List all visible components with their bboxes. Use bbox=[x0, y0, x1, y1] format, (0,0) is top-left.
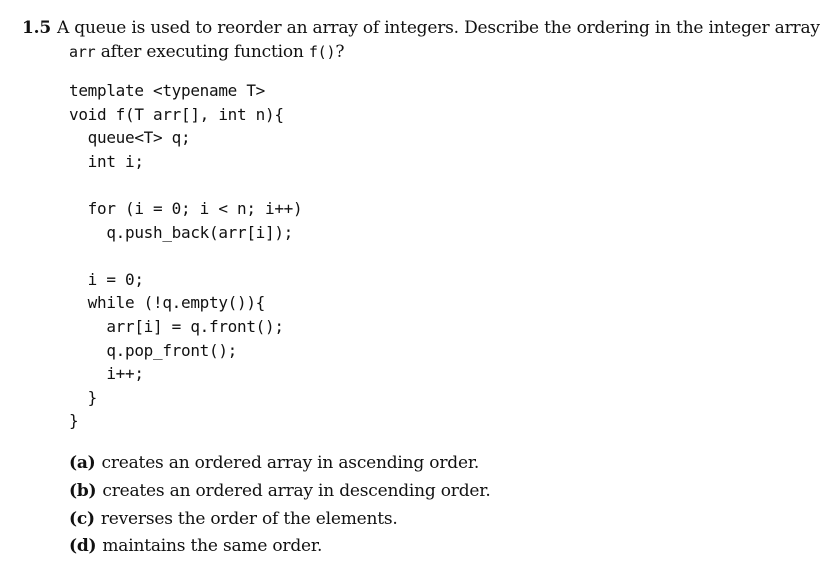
code-line: int i; bbox=[69, 151, 144, 171]
answer-options bbox=[69, 450, 491, 561]
code-line: i++; bbox=[69, 364, 144, 384]
question-text-line1: A queue is used to reorder an array of integers. Describe the ordering in the integer array bbox=[56, 18, 820, 38]
code-line: i = 0; bbox=[69, 269, 144, 289]
code-line: q.push_back(arr[i]); bbox=[69, 222, 293, 242]
option-b[interactable] bbox=[69, 478, 491, 506]
code-line: queue<T> q; bbox=[69, 128, 191, 148]
question-text-end: ? bbox=[335, 42, 345, 62]
code-line: void f(T arr[], int n){ bbox=[69, 104, 284, 124]
code-line: arr[i] = q.front(); bbox=[69, 316, 284, 336]
option-c[interactable] bbox=[69, 506, 491, 534]
option-text: creates an ordered array in ascending order. bbox=[101, 453, 480, 473]
code-line: } bbox=[69, 387, 97, 407]
question-prompt-line1 bbox=[22, 18, 820, 38]
option-label: (b) bbox=[69, 480, 97, 501]
option-text: reverses the order of the elements. bbox=[100, 508, 398, 529]
option-d[interactable] bbox=[69, 533, 491, 561]
question-prompt-line2 bbox=[69, 42, 344, 62]
code-line bbox=[69, 244, 302, 268]
option-a[interactable] bbox=[69, 450, 491, 478]
option-label: (c) bbox=[69, 508, 95, 529]
code-listing bbox=[69, 79, 302, 433]
code-line: q.pop_front(); bbox=[69, 340, 237, 360]
inline-code-arr: arr bbox=[69, 43, 96, 61]
code-line: while (!q.empty()){ bbox=[69, 293, 265, 313]
option-label: (d) bbox=[69, 536, 97, 557]
code-line: } bbox=[69, 411, 79, 431]
question-number: 1.5 bbox=[22, 18, 51, 38]
code-line: template <typename T> bbox=[69, 81, 265, 100]
question-text-line2: after executing function bbox=[95, 42, 309, 62]
option-text: creates an ordered array in descending order. bbox=[102, 480, 491, 501]
code-line bbox=[69, 173, 302, 197]
option-text: maintains the same order. bbox=[102, 536, 323, 557]
option-label: (a) bbox=[69, 453, 96, 473]
inline-code-func: f() bbox=[308, 43, 336, 61]
code-line: for (i = 0; i < n; i++) bbox=[69, 198, 303, 218]
